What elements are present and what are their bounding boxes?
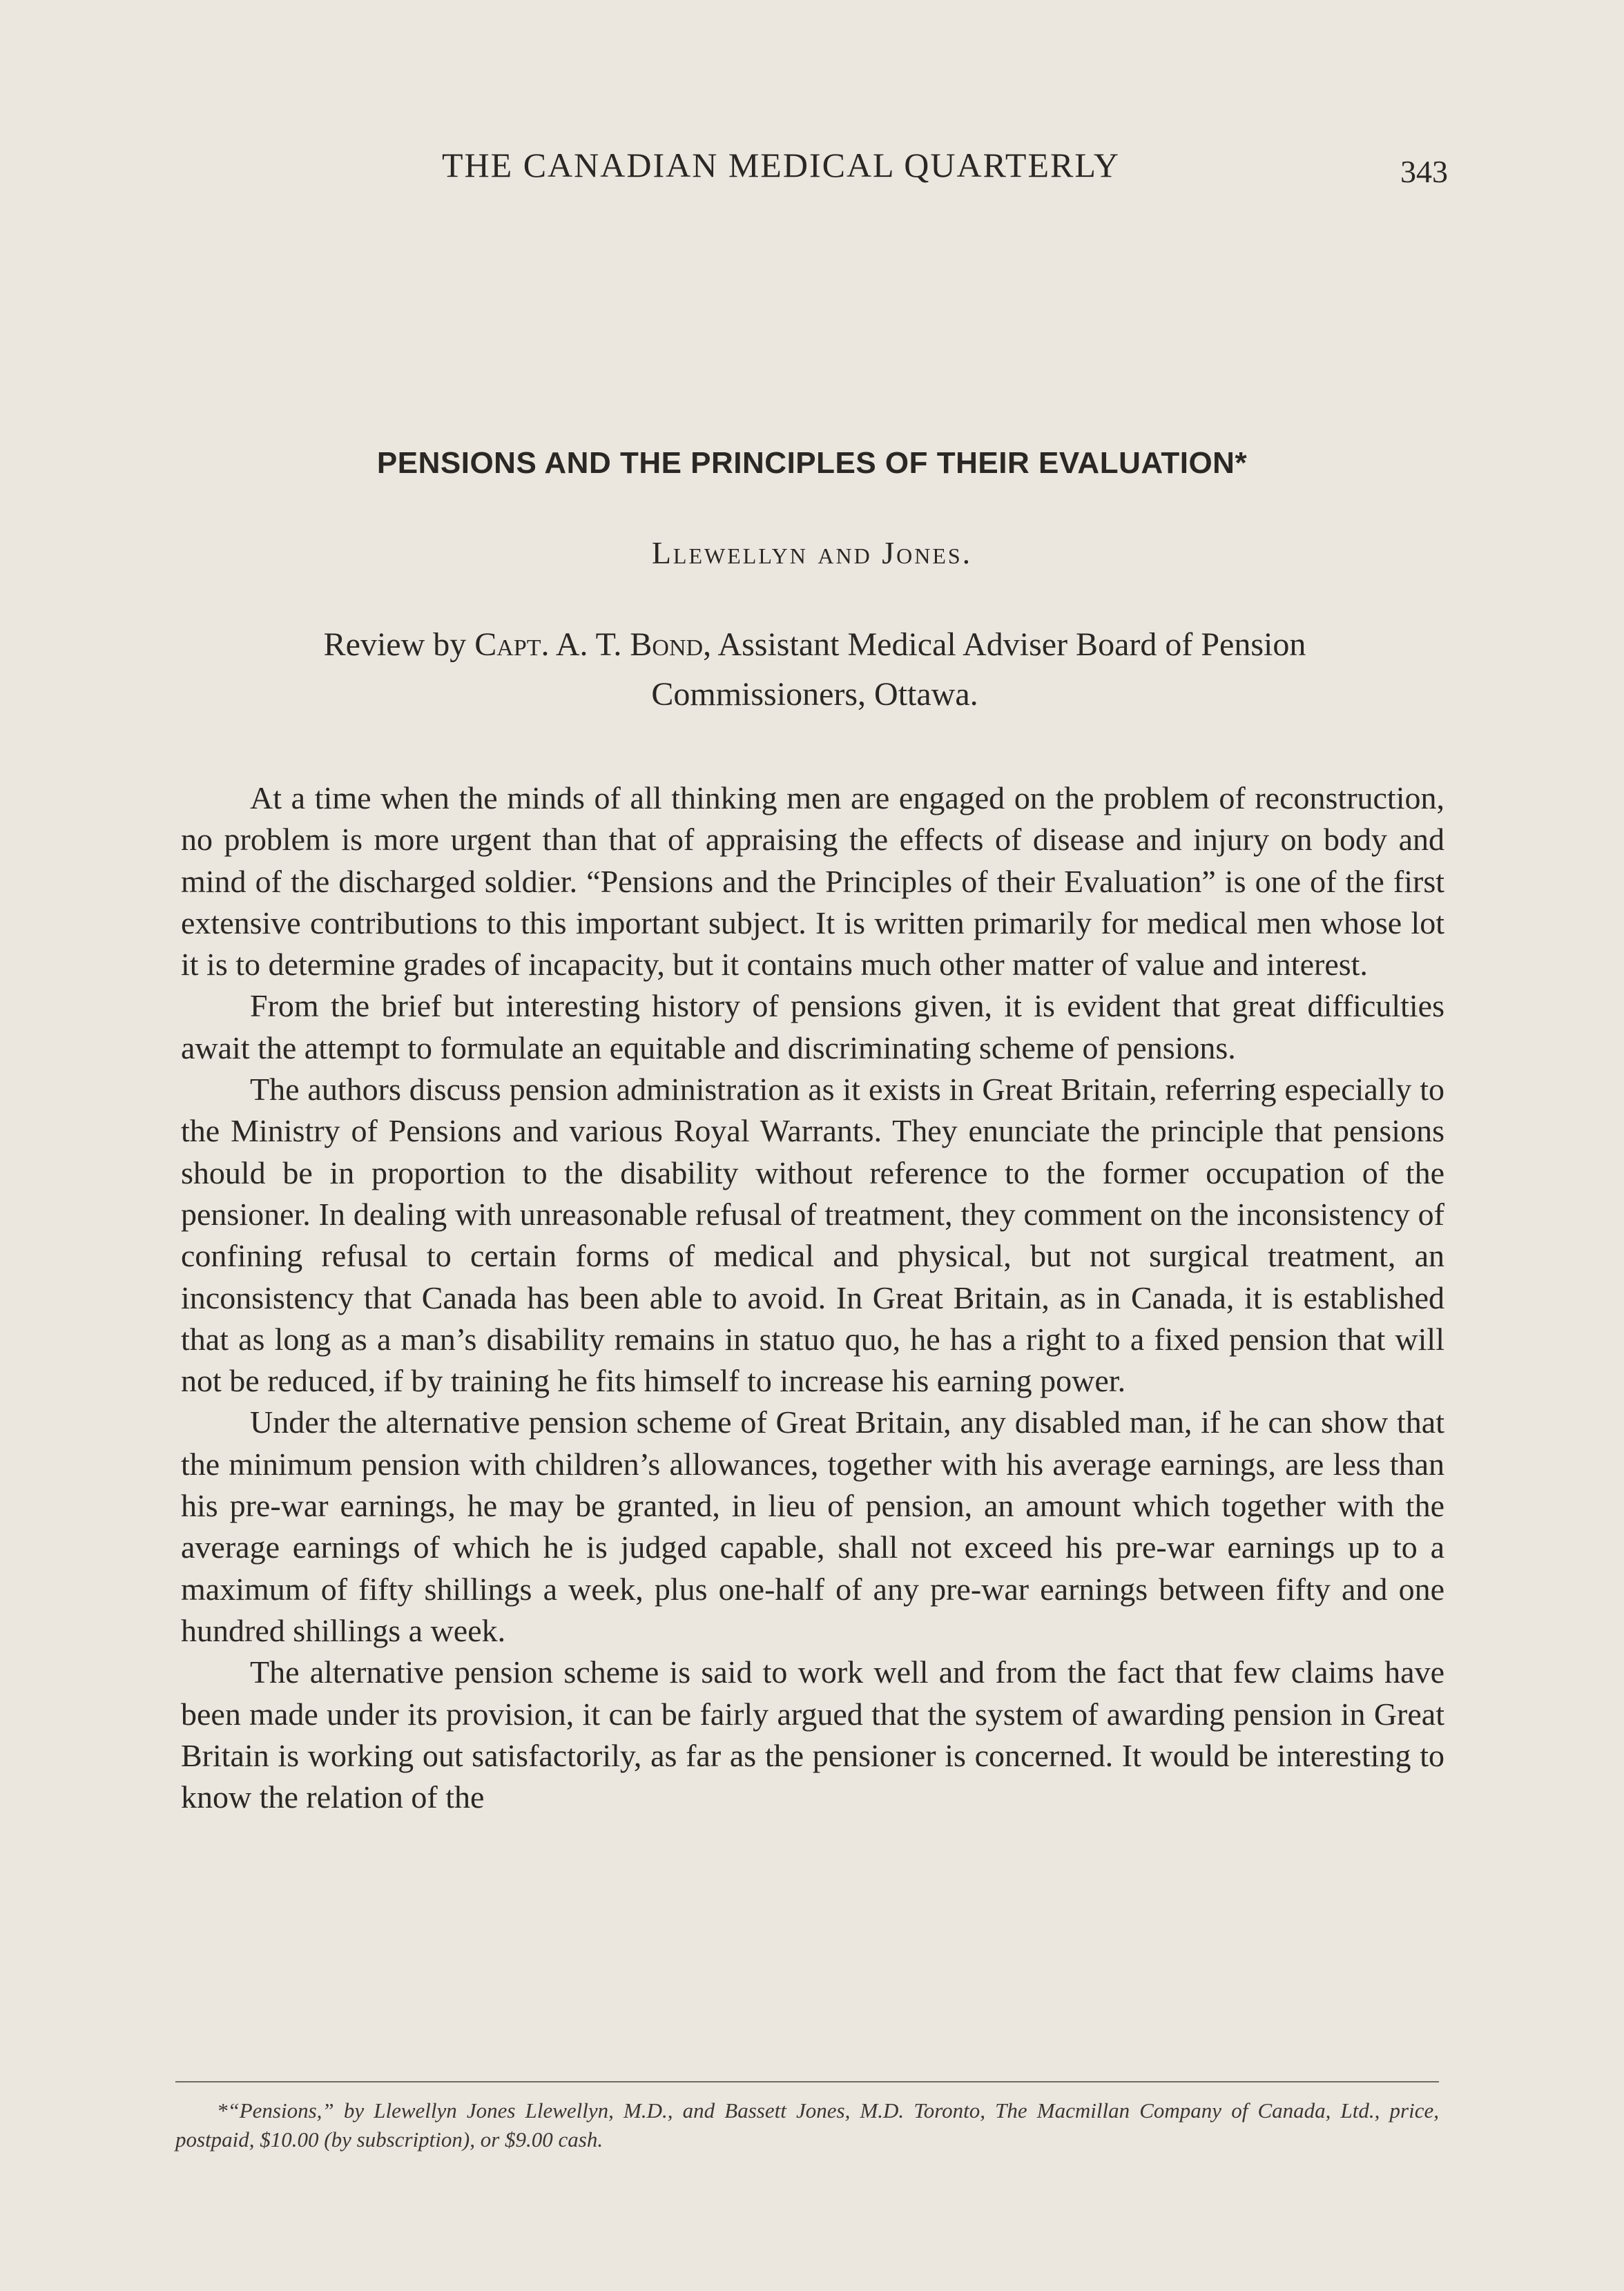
paragraph-4: Under the alternative pension scheme of Great Britain, any disabled man, if he can show that the minimum pension with children’s allowances, together with his average earnings, are less than his pre-war earnings, he may be granted, in lieu of pension, an amount which together with the average earnings of which he is judged capable, shall not exceed his pre-war earnings up to a maximum of fifty shillings a week, plus one-half of any pre-war earnings between fifty and one hundred shillings a week. [181,1404,1444,1648]
reviewer-role: , Assistant Medical Adviser Board of Pension Commissioners, Ottawa. [651,626,1306,713]
paragraph-2: From the brief but interesting history of pensions given, it is evident that great difficulties await the attempt to formulate an equitable and discriminating scheme of pensions. [181,988,1444,1065]
article-title: PENSIONS AND THE PRINCIPLES OF THEIR EVALUATION* [376,446,1248,480]
reviewer-name: Capt. A. T. Bond [474,626,704,663]
paragraph-3: The authors discuss pension administration as it exists in Great Britain, referring especially to the Ministry of Pensions and various Royal Warrants. They enunciate the principle that pensions should be in proportion to the disability without reference to the former occupation of the pensioner. In dealing with unreasonable refusal of treatment, they comment on the inconsistency of confining refusal to certain forms of medical and physical, but not surgical treatment, an inconsistency that Canada has been able to avoid. In Great Britain, as in Canada, it is established that as long as a man’s disability remains in statuo quo, he has a right to a fixed pension that will not be reduced, if by training he fits himself to increase his earning power. [181,1072,1444,1399]
footnote-divider [175,2081,1439,2082]
paragraph-1: At a time when the minds of all thinking men are engaged on the problem of reconstruction, no problem is more urgent than that of appraising the effects of disease and injury on body and mind of the discharged soldier. “Pensions and the Principles of their Evaluation” is one of the first extensive contributions to this important subject. It is written primarily for medical men whose lot it is to determine grades of incapacity, but it contains much other matter of value and interest. [181,780,1444,983]
reviewer-credit [262,620,1367,719]
paragraph-5: The alternative pension scheme is said to work well and from the fact that few claims have been made under its provision, it can be fairly argued that the system of awarding pension in Great Britain is working out satisfactorily, as far as the pensioner is concerned. It would be interesting to know the relation of the [181,1654,1444,1815]
article-authors: Llewellyn and Jones. [651,535,973,570]
article-body [181,777,1444,1818]
review-prefix: Review by [323,626,475,663]
journal-title: THE CANADIAN MEDICAL QUARTERLY [442,146,1120,184]
page-number: 343 [1400,154,1448,189]
footnote: *“Pensions,” by Llewellyn Jones Llewellyn, M.D., and Bassett Jones, M.D. Toronto, The Macmillan Company of Canada, Ltd., price, postpaid, $10.00 (by subscription), or $9.00 cash. [175,2098,1439,2152]
